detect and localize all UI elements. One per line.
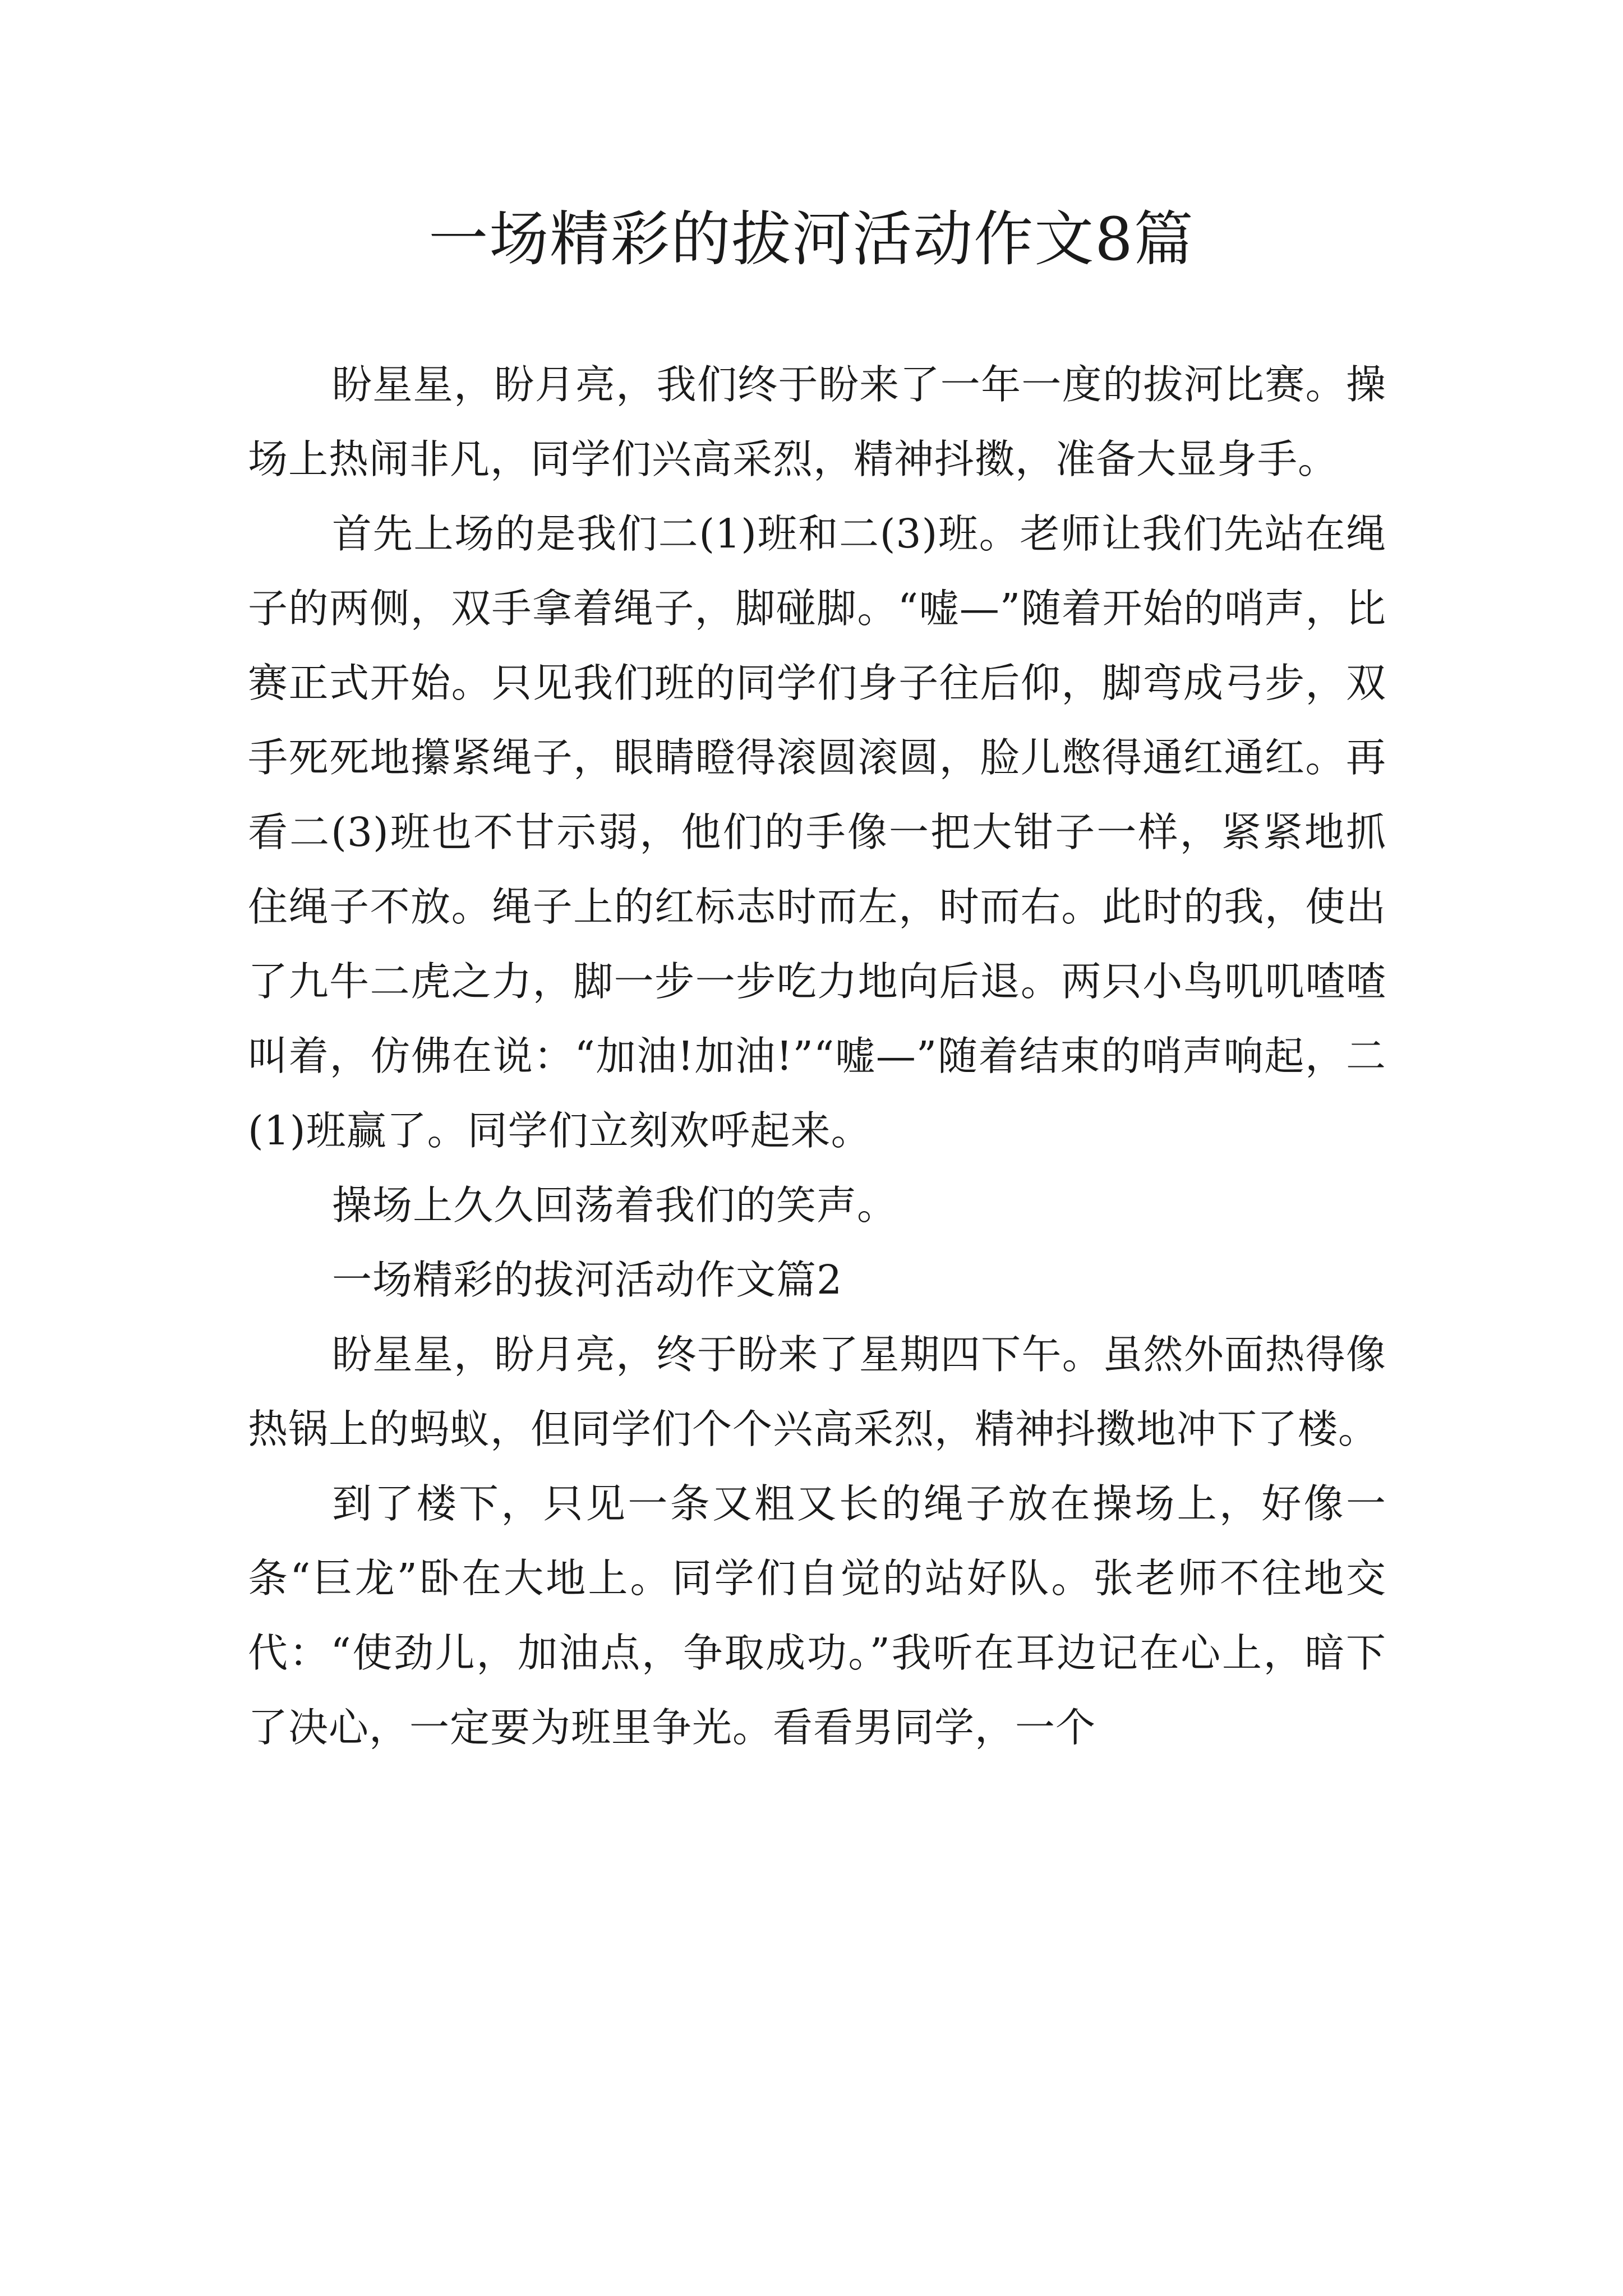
paragraph: 盼星星，盼月亮，我们终于盼来了一年一度的拔河比赛。操场上热闹非凡，同学们兴高采烈，精神抖擞，准备大显身手。	[248, 361, 1386, 482]
paragraph: 盼星星，盼月亮，终于盼来了星期四下午。虽然外面热得像热锅上的蚂蚁，但同学们个个兴高采烈，精神抖擞地冲下了楼。	[248, 1331, 1386, 1452]
document-title: 一场精彩的拔河活动作文8篇	[428, 205, 1195, 274]
paragraph: 首先上场的是我们二(1)班和二(3)班。老师让我们先站在绳子的两侧，双手拿着绳子，脚碰脚。“嘘—”随着开始的哨声，比赛正式开始。只见我们班的同学们身子往后仰，脚弯成弓步，双手死死地攥紧绳子，眼睛瞪得滚圆滚圆，脸儿憋得通红通红。再看二(3)班也不甘示弱，他们的手像一把大钳子一样，紧紧地抓住绳子不放。绳子上的红标志时而左，时而右。此时的我，使出了九牛二虎之力，脚一步一步吃力地向后退。两只小鸟叽叽喳喳叫着，仿佛在说：“加油!加油!”“嘘—”随着结束的哨声响起，二(1)班赢了。同学们立刻欢呼起来。	[248, 510, 1386, 1154]
paragraph: 到了楼下，只见一条又粗又长的绳子放在操场上，好像一条“巨龙”卧在大地上。同学们自觉的站好队。张老师不往地交代：“使劲儿，加油点，争取成功。”我听在耳边记在心上，暗下了决心，一定要为班里争光。看看男同学，一个	[248, 1480, 1386, 1751]
section-heading: 一场精彩的拔河活动作文篇2	[332, 1257, 843, 1303]
paragraph: 操场上久久回荡着我们的笑声。	[332, 1182, 898, 1228]
document-body	[248, 347, 1386, 1765]
